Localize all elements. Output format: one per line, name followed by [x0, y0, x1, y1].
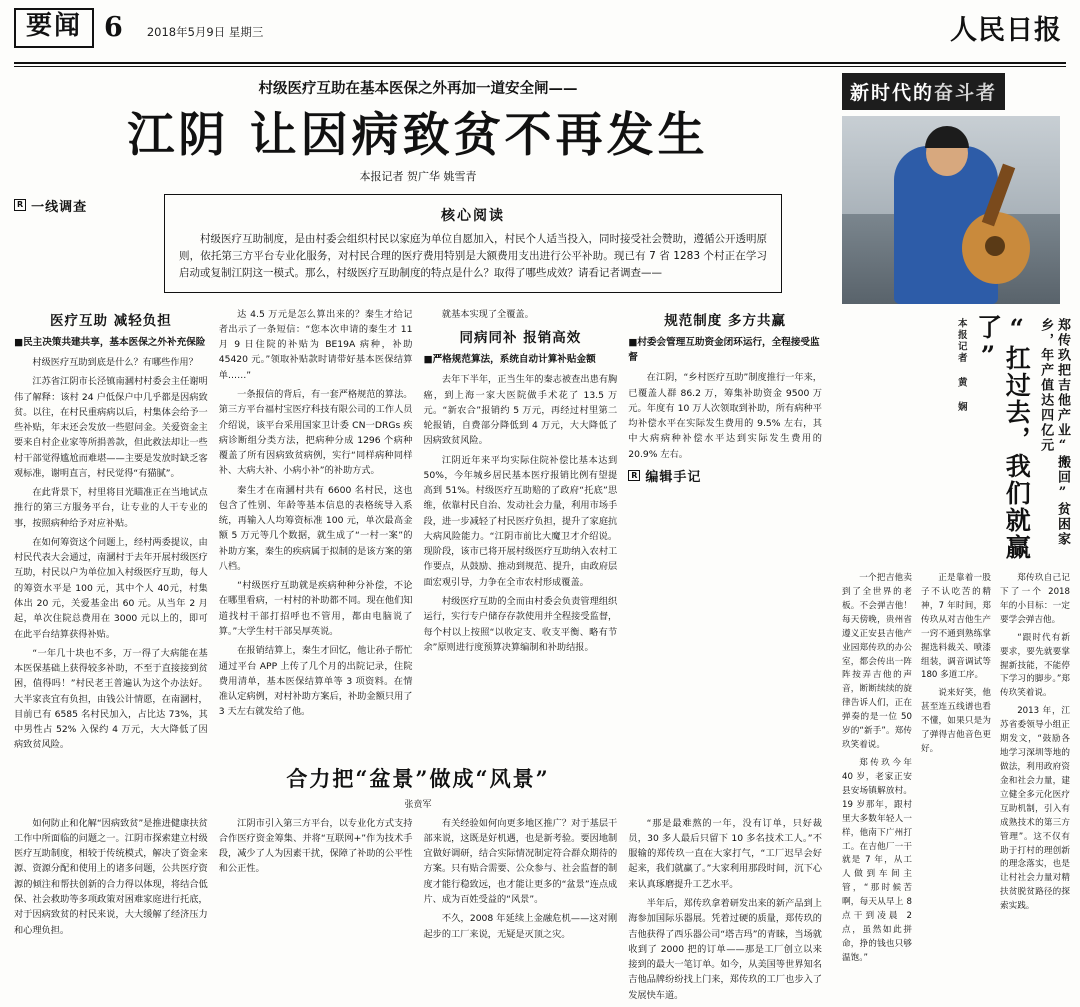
paragraph: 一条报信的背后，有一套严格规范的算法。第三方平台福村宝医疗科技有限公司的工作人员介绍说，该平台采用国家卫计委 CN一DRGs 疾病诊断组分类方法，把病种分成 1296 个病种覆盖了所有因病致贫病例，实行“同样病种同样补、大病大补、小病小补”的补助方式。 — [218, 389, 413, 477]
right-rail — [832, 73, 1070, 963]
paragraph: “村级医疗互助就是疾病种种分补偿，不论在哪里看病，一村村的补助都不同。现在他们知道找村干部打招呼也不管用，都由电脑说了算。”大学生村干部吴厚英说。 — [218, 580, 413, 637]
right-rail-columns — [842, 572, 1070, 970]
editor-note-title: 合力把“盆景”做成“风景” — [286, 765, 550, 791]
paragraph: 村级医疗互助的全而由村委会负责管理组织运行，实行专户储存存款使用并全程接受监督，每个村以上按照“以收定支、收支平衡、略有节余”原则进行度预算决算编制和补助结报。 — [423, 596, 618, 653]
section-2-title: 同病同补 报销高效 — [459, 329, 582, 346]
page-content — [14, 73, 1070, 1001]
right-rail-byline: 本报记者 黄 娴 — [955, 318, 967, 413]
right-rail-subtitle: 郑传玖把吉他产业“搬回”贫困家乡，年产值达四亿元 — [1038, 318, 1070, 547]
paragraph: 如何防止和化解“因病致贫”是推进健康扶贫工作中所面临的问题之一。江阴市探索建立村级医疗互助制度，相较于传统模式，解决了资金来源、资源分配和使用上的诸多问题，公共医疗资源的倾注和帮扶创新的合力得以体现，将结合低保、社会救助等多项政策对困难家庭进行托底，对于因病致贫的村民来说，大大缓解了经济压力和心理负担。 — [14, 817, 208, 936]
paragraph: “一年几十块也不多，万一得了大病能在基本医保基础上获得较多补助，不至于直接接到贫困，值得吗！”村民老王普遍认为这个办法好。大半家丧宜有负担，由钱公计情愿，在南漍村，目前已有 6585 名村民加入，占比达 73%，其中男性占 52% 入保约 4 万元，大大降低了因病致贫风险。 — [14, 647, 208, 751]
core-reading-text: 村级医疗互助制度，是由村委会组织村民以家庭为单位自愿加入，村民个人适当投入，同时接受社会赞助，遵循公开透明原则，依托第三方平台专业化服务，对村民合理的医疗费用特别是大额费用支出进行公平补助。现已有 7 省 1283 个村正在学习启动或复制江阴这一模式。那么，村级医疗互助制度的特点是什么？取得了哪些成效？请看记者调查—— — [179, 232, 767, 279]
badge-prefix: 新时代的 — [850, 82, 935, 104]
badge-highlight: 奋斗者 — [934, 82, 998, 104]
editor-col-2 — [219, 816, 413, 1007]
paragraph: 在如何筹资这个问题上，经村两委提议，由村民代表大会通过，南漍村于去年开展村级医疗互助，村民以户为单位加入村级医疗互助，每人的筹资水平是 100 元，其中个人 40元，村集体出 20 元，关爱基金出 60 元。从当年 2 月起，单次住院总费用在 3000 元以上的，即可在此平台结算获得补贴。 — [14, 536, 208, 640]
section-3-title: 规范制度 多方共赢 — [664, 312, 786, 329]
guitar-soundhole — [985, 236, 1005, 256]
editor-col-3 — [424, 816, 618, 1007]
right-rail-headline-block — [842, 314, 1070, 564]
editor-col-1 — [14, 816, 208, 1007]
paragraph: 郑传玖自己记下了一个 2018 年的小目标：一定要学会弹吉他。 — [1000, 573, 1070, 625]
core-reading-box — [164, 194, 782, 293]
column-4 — [628, 307, 822, 757]
paragraph: 在江阴，“乡村医疗互助”制度推行一年来，已覆盖人群 86.2 万，筹集补助资金 9500 万元。年度有 10 万人次领取到补助，所有病种平均补偿水平在实际发生费用的 9.5% 左右，其中大病病种补偿水平达到实际发生费用的 20.9% 左右。 — [628, 372, 822, 460]
article-columns — [14, 307, 822, 757]
right-col-3 — [1000, 572, 1070, 970]
paragraph: 江苏省江阴市长泾镇南漍村村委会主任谢明伟了解释：该村 24 户低保户中几乎都是因病致贫。以往，在村民重病病以后，村集体会给予一些补贴，年末还会发放一些慰问金。关爱资金主要来自村企业家等所捐善款，但此救法却让一些村干部觉得尴尬而难堪——主要是发放时缺乏客观标准，谢明直言，村民觉得“有猫腻”。 — [14, 376, 208, 479]
section-1-title: 医疗互助 减轻负担 — [50, 312, 172, 329]
paragraph: 村级医疗互助到底是什么？有哪些作用？ — [32, 357, 198, 369]
masthead-left — [14, 8, 263, 48]
paragraph: 说来好笑，他甚至连五线谱也看不懂，如果只是为了弹得吉他音色更好。 — [921, 688, 991, 755]
editor-note-byline: 张贲军 — [404, 799, 432, 810]
paragraph: 郑传玖今年 40 岁，老家正安县安场镇解放村。19 岁那年，跟村里大多数年轻人一样，他南下广州打工。在吉他厂一干就是 7 年，从工人做到车间主管，“那时候苦啊，每天从早上 8 点干到凌晨 2 点，虽然如此拼命，挣的钱也只够温饱。” — [842, 757, 912, 963]
section-2-lead: ■严格规范算法，系统自动计算补贴金额 — [423, 353, 596, 365]
article-kicker: 村级医疗互助在基本医保之外再加一道安全闸—— — [258, 80, 578, 97]
rail-tag-label: 编辑手记 — [645, 469, 702, 485]
paragraph: 在报销结算上，秦生才回忆，他让孙子帮忙通过平台 APP 上传了几个月的出院记录，住院费用清单，基本医保结算单等 3 项资料。在情准认定病例，对村补助方案后，补助金额只用了 3 天左右就发给了他。 — [218, 645, 413, 718]
page-number: 6 — [104, 12, 123, 44]
column-1 — [14, 307, 208, 757]
paragraph: 秦生才在南漍村共有 6600 名村民，这也包含了性别、年龄等基本信息的表格统导入系统，再输入人均筹资标准 100 元，单次最高金额 5 万元等几个数据，就生成了“一村一案”的补助方案，秦生的疾病属于拟制的是该方案的第八档。 — [218, 484, 413, 572]
paragraph: 半年后，郑传玖拿着研发出来的新产品到上海参加国际乐器展。凭着过硬的质量，郑传玖的吉他获得了西乐器公司“塔吉玛”的青睐，当场就收到了 2000 把的订单——那是工厂创立以来接到的最大一笔订单。如今，从美国等世界知名吉他品牌纷纷找上门来，郑传玖的工厂也步入了发展快车道。 — [628, 898, 822, 1001]
paragraph: 在此背景下，村里将目光瞄准正在当地试点推行的第三方服务平台，让专业的人干专业的事，按照病种给予对应补贴。 — [14, 487, 208, 529]
paragraph: 达 4.5 万元是怎么算出来的？秦生才给记者出示了一条短信：“您本次申请的秦生才 11 月 9 日住院的补贴为 BE19A 病种，补助 45420 元。”领取补贴款时请带好基本医保结算单……” — [218, 308, 413, 381]
core-reading-title: 核心阅读 — [441, 207, 505, 224]
paragraph: 去年下半年，正当生年的秦志被查出患有胸癌，到上海一家大医院做手术花了 13.5 万元。“新农合”报销约 5 万元，再经过村里第二轮报销，自费部分降低到 4 万元，大大降低了因病致贫风险。 — [423, 374, 618, 447]
page-title: 江阴 让因病致贫不再发生 — [127, 108, 709, 163]
feature-photo — [842, 116, 1060, 304]
rail-tag-investigation — [14, 196, 164, 215]
editor-col-4 — [628, 816, 822, 1007]
section-label: 要闻 — [14, 8, 94, 48]
rail-mark-icon: R — [14, 199, 26, 211]
paragraph: “那是最难熬的一年，没有订单，只好裁员，30 多人最后只留下 10 多名技术工人。”不服输的郑传玖一直在大家打气，“工厂迟早会好起来，我们就赢了。”大家利用那段时间，沉下心来认真琢磨提升工艺水平。 — [628, 817, 822, 890]
masthead — [14, 8, 1066, 60]
paper-name: 人民日报 — [950, 15, 1062, 46]
paragraph: 一个把吉他卖到了全世界的老板。不会弹吉他！每天傍晚，贵州省遵义正安县吉他产业园郑传玖的办公室，都会传出一阵阵按弄吉他的声音，断断续续的旋律告诉人们，正在弹奏的是一位 50 岁的“新手”。郑传玖笑着说。 — [842, 573, 912, 751]
right-col-2 — [921, 572, 991, 970]
paragraph: “跟时代有新要求，要先就要掌握新技能，不能停下学习的脚步。”郑传玖笑着说。 — [1000, 632, 1070, 699]
column-3 — [424, 307, 618, 757]
editor-note-columns — [14, 816, 822, 1007]
masthead-rule — [14, 62, 1066, 64]
publication-date: 2018年5月9日 星期三 — [146, 24, 264, 39]
column-2 — [219, 307, 413, 757]
section-1-lead: ■民主决策共建共享，基本医保之外补充保险 — [14, 336, 206, 348]
right-col-1 — [842, 572, 912, 970]
article-byline: 本报记者 贺广华 姚雪青 — [359, 169, 477, 183]
investigation-rail — [14, 192, 164, 303]
paragraph: 2013 年，江苏省委领导小组正期发文，“鼓励各地学习深圳等地的做法，利用政府资金和社会力量，建立健全多元化医疗互助机制，引入有成熟技术的第三方管理”。这不仅有助于打村的理创新的理念落实，也是让村社会力量对精扶贫脱贫路径的探索实践。 — [1000, 706, 1070, 912]
paragraph: 江阴近年来平均实际住院补偿比基本达到 50%，今年城乡居民基本医疗报销比例有望提高到 51%。村级医疗互助赔的了政府“托底”思维，依靠村民自治、发动社会力量，利用市场手段，进一步减轻了村民医疗负担，提升了家庭抗大病风险能力。“江阴市前比大魔卫才介绍说。现阶段，该市已将开展村级医疗互助纳入农村工作要点，从鼓励、推动到规范、提升，由政府层面宏观引导，力争在全市农村形成覆盖。 — [423, 454, 618, 588]
main-column — [14, 73, 832, 1001]
rail-tag-label: 一线调查 — [31, 199, 88, 215]
badge-text — [842, 73, 1005, 110]
masthead-rule-secondary — [14, 66, 1066, 67]
right-rail-title: “扛过去，我们就赢了” — [973, 314, 1032, 561]
paragraph: 正是靠着一股子不认吃苦的精神，7 年时间，郑传玖从对吉他生产一窍不通到熟练掌握选料裁关、喷漆组装，调音调试等 180 多道工序。 — [921, 573, 991, 681]
paragraph: 江阴市引入第三方平台，以专业化方式支持合作医疗资金筹集、并将“互联网+”作为技术手段，减少了人为因素干扰，保障了补助的公平性和公正性。 — [218, 817, 413, 875]
rail-mark-icon: R — [628, 470, 640, 482]
section-3-lead: ■村委会管理互助资金闭环运行，全程接受监督 — [628, 336, 820, 364]
editor-note — [14, 763, 822, 1007]
paragraph: 不久，2008 年延续上金融危机——这对刚起步的工厂来说，无疑是灭顶之灾。 — [423, 913, 618, 940]
paragraph: 就基本实现了全覆盖。 — [441, 308, 534, 320]
rail-tag-editor-note — [628, 466, 822, 485]
badge-new-era — [842, 73, 1070, 110]
paragraph: 有关经验如何向更多地区推广？对于基层干部来说，这既是好机遇，也是新考验。要因地制宜做好调研，结合实际情况制定符合群众期待的方案。只有贴合需要、公众参与、社会监督的制度才能行稳致远，也才能让更多的“盆景”连点成片、成为百姓受益的“风景”。 — [423, 817, 618, 905]
